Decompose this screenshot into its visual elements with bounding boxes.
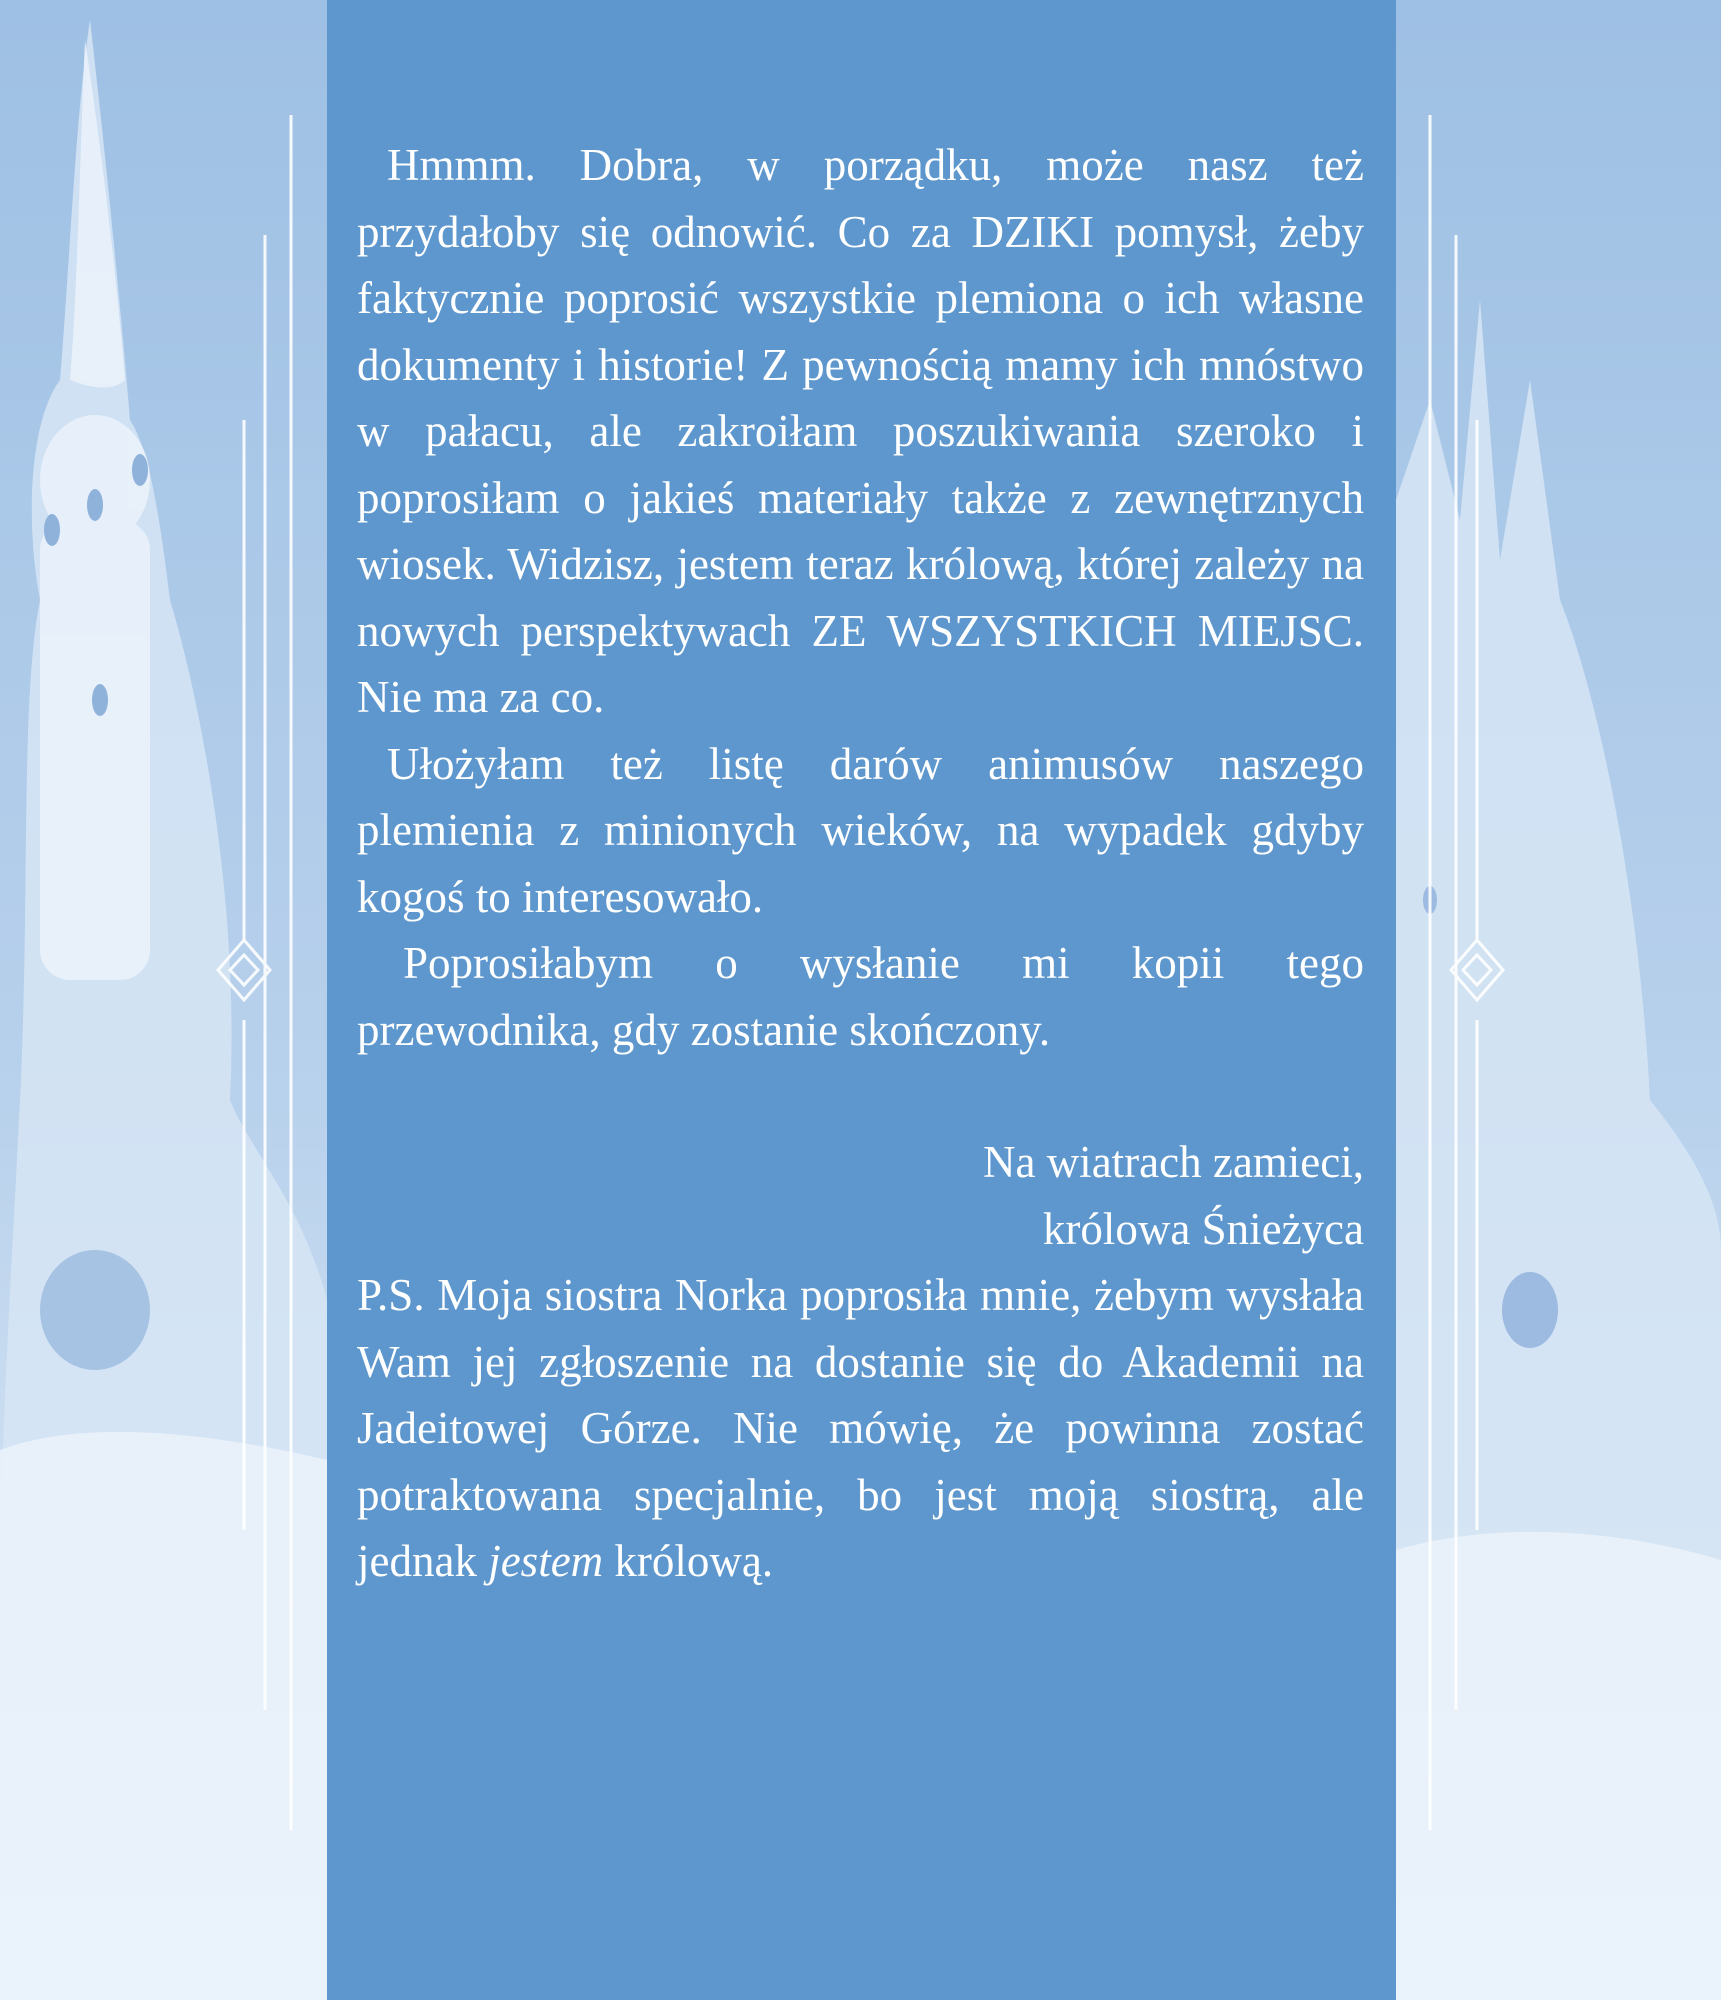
postscript bbox=[357, 1262, 1364, 1595]
postscript-text: P.S. Moja siostra Norka poprosiła mnie, żebym wysłała Wam jej zgłoszenie na dostanie się do Akademii na Jadeitowej Górze. Nie mówię, że powinna zostać potraktowana specjalnie, bo jest moją siostrą, ale jednak bbox=[357, 1270, 1364, 1586]
letter-paragraph-3: Poprosiłabym o wysłanie mi kopii tego przewodnika, gdy zostanie skończony. bbox=[357, 938, 1364, 1055]
closing-line: Na wiatrach zamieci, bbox=[982, 1137, 1364, 1187]
postscript-end: królową. bbox=[603, 1536, 774, 1586]
letter-paragraph-2: Ułożyłam też listę darów animusów naszego plemienia z minionych wieków, na wypadek gdyby kogoś to interesowało. bbox=[357, 738, 1364, 922]
letter-paragraph-1: Hmmm. Dobra, w porządku, może nasz też przydałoby się odnowić. Co za DZIKI pomysł, żeby faktycznie poprosić wszystkie plemiona o ich własne dokumenty i historie! Z pewnością mamy ich mnóstwo w pałacu, ale zakroiłam poszukiwania szeroko i poprosiłam o jakieś materiały także z zewnętrznych wiosek. Widzisz, jestem teraz królową, której zależy na nowych perspektywach ZE WSZYSTKICH MIEJSC. Nie ma za co. bbox=[357, 140, 1364, 722]
postscript-emphasis: jestem bbox=[488, 1536, 604, 1586]
signature-name: królowa Śnieżyca bbox=[1042, 1203, 1364, 1254]
letter-body bbox=[357, 132, 1364, 1595]
signature-block bbox=[357, 1129, 1364, 1262]
